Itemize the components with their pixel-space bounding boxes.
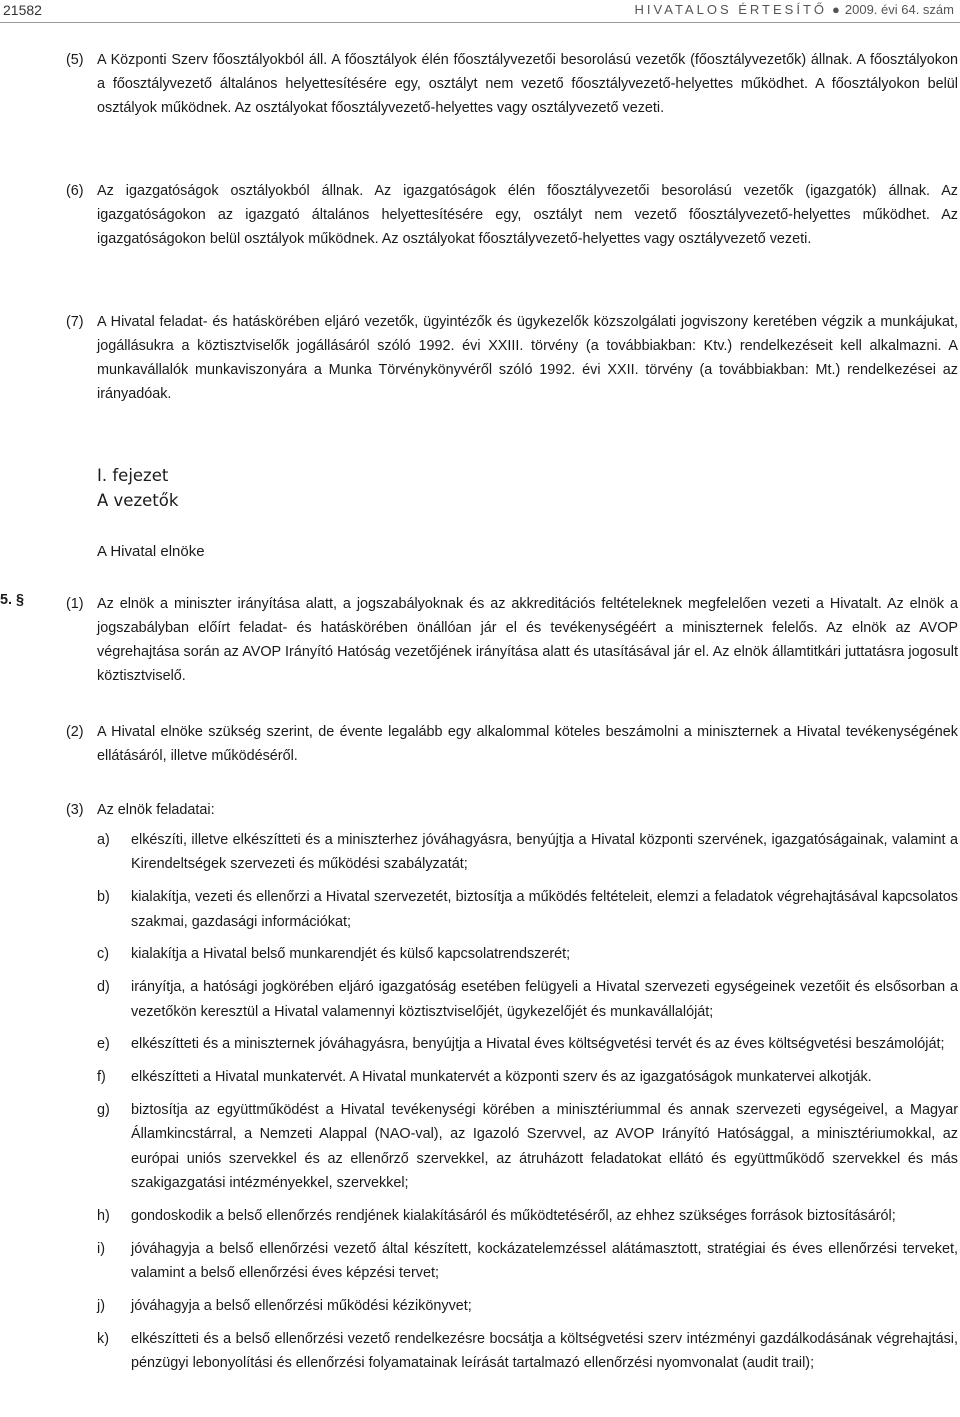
item-text: biztosítja az együttműködést a Hivatal tevékenységi körében a minisztériummal és annak szervezeti egységeivel, a Magyar Államkincstárral, a Nemzeti Alappal (NAO-val), az Igazoló Szervvel, az AVOP Irányító Hatósággal, a minisztériumokkal, az európai uniós szervekkel és az ellenőrző szervekkel, az átruházott feladatokat ellátó és együttműködő szervekkel és más szakigazgatási intézményekkel, szervekkel; [131, 1102, 958, 1192]
item-text: elkészítteti és a miniszternek jóváhagyásra, benyújtja a Hivatal éves költségvetési tervét és az éves költségvetési beszámolóját; [131, 1036, 945, 1053]
list-item [97, 942, 958, 966]
section-paragraph-1 [66, 592, 958, 688]
item-text: jóváhagyja a belső ellenőrzési vezető által készített, kockázatelemzéssel alátámasztott, stratégiai és éves ellenőrzési terveket, valamint a belső ellenőrzési éves képzési tervet; [131, 1240, 958, 1282]
item-label: h) [97, 1208, 110, 1225]
item-label: c) [97, 946, 109, 963]
item-text: kialakítja, vezeti és ellenőrzi a Hivatal szervezetét, biztosítja a működés feltételeit, elemzi a feladatok végrehajtásával kapcsolatos szakmai, gazdasági információkat; [131, 889, 958, 930]
item-label: k) [97, 1330, 109, 1347]
paragraph-text: Az elnök feladatai: [97, 802, 215, 818]
paragraph-number: (3) [66, 802, 84, 818]
header-rule [0, 22, 960, 23]
paragraph-text: A Hivatal feladat- és hatáskörében eljáró vezetők, ügyintézők és ügykezelők közszolgálati jogviszony keretében végzik a munkájukat, jogállásukra a köztisztviselők jogállásáról szóló 1992. évi XXIII. törvény (a továbbiakban: Ktv.) rendelkezéseit kell alkalmazni. A munkavállalók munkaviszonyára a Munka Törvénykönyvéről szóló 1992. évi XXII. törvény (a továbbiakban: Mt.) rendelkezései az irányadóak. [97, 314, 958, 402]
list-item [97, 1098, 958, 1196]
item-label: e) [97, 1036, 110, 1053]
list-item [97, 885, 958, 934]
list-item [97, 1032, 958, 1056]
item-label: d) [97, 979, 110, 996]
item-text: gondoskodik a belső ellenőrzés rendjének kialakításáról és működtetéséről, az ehhez szükséges források biztosításáról; [131, 1208, 896, 1225]
list-item [97, 828, 958, 877]
list-item [97, 1294, 958, 1318]
list-item [97, 1204, 958, 1228]
item-label: f) [97, 1069, 106, 1086]
item-label: b) [97, 889, 110, 906]
paragraph-number: (7) [66, 314, 84, 330]
item-label: i) [97, 1240, 105, 1257]
journal-title: HIVATALOS ÉRTESÍTŐ [634, 2, 828, 17]
item-label: g) [97, 1102, 110, 1118]
issue-number: 2009. évi 64. szám [844, 2, 954, 17]
chapter-subheading: A Hivatal elnöke [97, 543, 205, 560]
paragraph-7 [66, 310, 958, 406]
item-text: irányítja, a hatósági jogkörében eljáró igazgatóság esetében felügyeli a Hivatal szervezeti egységeinek vezetőit és elsősorban a vezetőkön keresztül a Hivatal valamennyi köztisztviselőjét, ügykezelőjét és munkavállalóját; [131, 979, 958, 1020]
list-item [97, 975, 958, 1024]
item-text: elkészíti, illetve elkészítteti és a miniszterhez jóváhagyásra, benyújtja a Hivatal központi szervének, igazgatóságainak, valamint a Kirendeltségek szervezeti és működési szabályzatát; [131, 832, 958, 873]
item-label: a) [97, 832, 110, 848]
bullet-separator: ● [832, 2, 840, 17]
item-text: elkészítteti és a belső ellenőrzési vezető rendelkezésre bocsátja a költségvetési szerv intézményi gazdálkodásának végrehajtási, pénzügyi lebonyolítási és ellenőrzési folyamatainak leírását tartalmazó ellenőrzési nyomvonalat (audit trail); [131, 1330, 958, 1372]
section-paragraph-3 [66, 798, 958, 822]
item-text: elkészítteti a Hivatal munkatervét. A Hivatal munkatervét a központi szerv és az igazgatóságok munkatervei alkotják. [131, 1069, 872, 1086]
chapter-title: A vezetők [97, 491, 179, 510]
item-text: kialakítja a Hivatal belső munkarendjét és külső kapcsolatrendszerét; [131, 946, 571, 963]
paragraph-text: A Hivatal elnöke szükség szerint, de évente legalább egy alkalommal köteles beszámolni a miniszternek a Hivatal tevékenységének ellátásáról, illetve működéséről. [97, 724, 958, 764]
list-item [97, 1327, 958, 1376]
item-label: j) [97, 1298, 105, 1315]
duties-list [97, 828, 958, 1384]
running-head [635, 2, 954, 17]
paragraph-number: (1) [66, 596, 84, 612]
chapter-number: I. fejezet [97, 466, 169, 485]
paragraph-text: A Központi Szerv főosztályokból áll. A főosztályok élén főosztályvezetői besorolású vezetők (főosztályvezetők) állnak. A főosztályokon a főosztályvezető általános helyettesítésére egy, osztályt nem vezető főosztályvezető-helyettes működhet. A főosztályokon belül osztályok működnek. Az osztályokat főosztályvezető-helyettes vagy osztályvezető vezeti. [97, 52, 958, 116]
paragraph-5 [66, 48, 958, 120]
item-text: jóváhagyja a belső ellenőrzési működési kézikönyvet; [131, 1298, 472, 1315]
list-item [97, 1065, 958, 1089]
list-item [97, 1237, 958, 1286]
section-label: 5. § [0, 592, 25, 608]
paragraph-number: (2) [66, 724, 84, 740]
paragraph-number: (6) [66, 183, 84, 199]
paragraph-number: (5) [66, 52, 84, 68]
page-number: 21582 [3, 2, 42, 18]
paragraph-text: Az igazgatóságok osztályokból állnak. Az igazgatóságok élén főosztályvezetői besorolású vezetők (igazgatók) állnak. Az igazgatóságokon az igazgató általános helyettesítésére egy, osztályt nem vezető főosztályvezető-helyettes működhet. Az igazgatóságokon belül osztályok működnek. Az osztályokat főosztályvezető-helyettes vagy osztályvezető vezeti. [97, 183, 958, 247]
paragraph-6 [66, 179, 958, 251]
paragraph-text: Az elnök a miniszter irányítása alatt, a jogszabályoknak és az akkreditációs feltételeknek megfelelően vezeti a Hivatalt. Az elnök a jogszabályban előírt feladat- és hatáskörében önállóan jár el és tevékenységéért a miniszternek felelős. Az elnök az AVOP végrehajtása során az AVOP Irányító Hatóság vezetőjének irányítása alatt és utasításával jár el. Az elnök államtitkári juttatásra jogosult köztisztviselő. [97, 596, 958, 684]
section-paragraph-2 [66, 720, 958, 768]
page-header [0, 0, 960, 22]
